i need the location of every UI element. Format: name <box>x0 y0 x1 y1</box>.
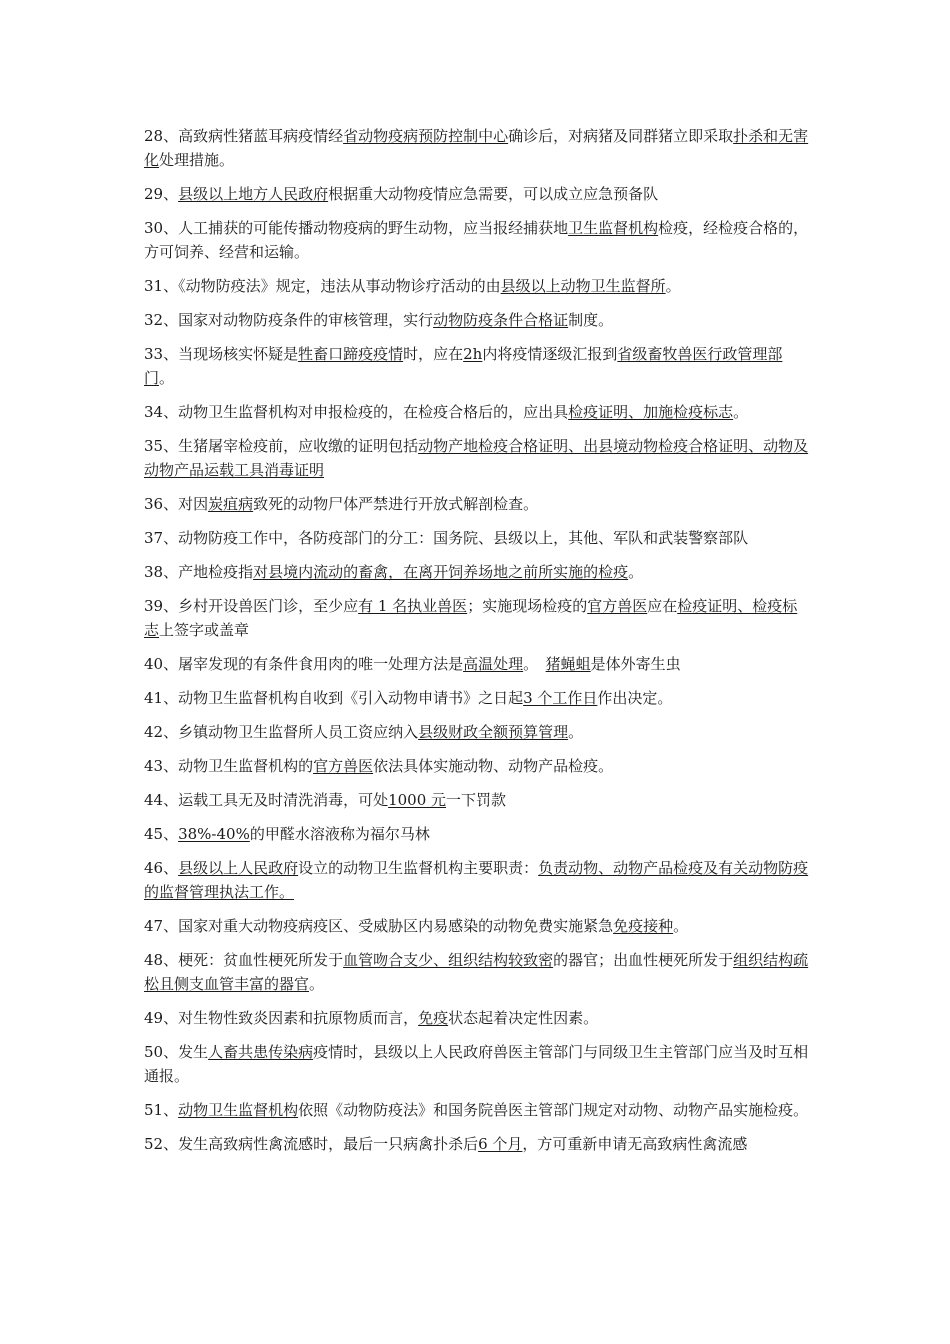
question-text: 设立的动物卫生监督机构主要职责： <box>298 859 539 877</box>
question-item <box>144 652 810 676</box>
question-item <box>144 492 810 516</box>
question-text: 46、 <box>144 859 179 877</box>
question-item <box>144 788 810 812</box>
answer-underlined-text: 官方兽医 <box>587 597 648 615</box>
answer-underlined-text: 动物产地检疫合格证明、出县境动物检疫合格证明、动物及动物产品运载工具消毒证明 <box>144 437 809 479</box>
answer-underlined-text: 对县境内流动的畜禽，在离开饲养场地之前所实施的检疫 <box>253 563 629 581</box>
question-text: 。 <box>673 917 689 935</box>
question-text: ，方可重新申请无高致病性禽流感 <box>522 1135 748 1153</box>
answer-underlined-text: 检疫证明、检疫标志 <box>144 597 798 639</box>
answer-underlined-text: 免疫 <box>418 1009 449 1027</box>
question-item <box>144 342 810 390</box>
answer-underlined-text: 县级财政全额预算管理 <box>418 723 569 741</box>
question-text: 处理措施。 <box>159 151 235 169</box>
answer-underlined-text: 38%-40% <box>178 825 250 843</box>
answer-underlined-text: 县级以上人民政府 <box>178 859 299 877</box>
question-text: 45、 <box>144 825 179 843</box>
question-text: 疫情时，县级以上人民政府兽医主管部门与同级卫生主管部门应当及时互相通报。 <box>144 1043 809 1085</box>
answer-underlined-text: 猪蝇蛆 <box>545 655 591 673</box>
question-text: 检疫，经检疫合格的，方可饲养、经营和运输。 <box>144 219 809 261</box>
answer-underlined-text: 高温处理 <box>463 655 524 673</box>
question-item <box>144 720 810 744</box>
question-text: 致死的动物尸体严禁进行开放式解剖检查。 <box>253 495 539 513</box>
question-text: 上签字或盖章 <box>159 621 250 639</box>
question-item <box>144 822 810 846</box>
question-text: 38、产地检疫指 <box>144 563 254 581</box>
question-item <box>144 526 810 550</box>
answer-underlined-text: 卫生监督机构 <box>568 219 659 237</box>
question-item <box>144 434 810 482</box>
question-item <box>144 914 810 938</box>
answer-underlined-text: 血管吻合支少、组织结构较致密 <box>343 951 554 969</box>
answer-underlined-text: 官方兽医 <box>313 757 374 775</box>
question-text: 43、动物卫生监督机构的 <box>144 757 314 775</box>
question-item <box>144 948 810 996</box>
question-item <box>144 1006 810 1030</box>
question-text: 33、当现场核实怀疑是 <box>144 345 299 363</box>
question-text: 内将疫情逐级汇报到 <box>482 345 618 363</box>
question-text: 一下罚款 <box>446 791 507 809</box>
answer-underlined-text: 3 个工作日 <box>523 689 598 707</box>
question-text: 52、发生高致病性禽流感时，最后一只病禽扑杀后 <box>144 1135 479 1153</box>
question-text: 应在 <box>647 597 678 615</box>
answer-underlined-text: 有 1 名执业兽医 <box>358 597 468 615</box>
answer-underlined-text: 县级以上地方人民政府 <box>178 185 329 203</box>
answer-underlined-text: 6 个月 <box>478 1135 523 1153</box>
question-text: 作出决定。 <box>597 689 673 707</box>
question-list <box>144 124 810 1156</box>
question-text: 根据重大动物疫情应急需要，可以成立应急预备队 <box>328 185 659 203</box>
answer-underlined-text: 组织结构疏松且侧支血管丰富的器官 <box>144 951 809 993</box>
question-text: 36、对因 <box>144 495 209 513</box>
question-item <box>144 182 810 206</box>
question-item <box>144 308 810 332</box>
question-text: 28、高致病性猪蓝耳病疫情经 <box>144 127 344 145</box>
question-text: 44、运载工具无及时清洗消毒，可处 <box>144 791 389 809</box>
question-text: 制度。 <box>568 311 614 329</box>
answer-underlined-text: 动物防疫条件合格证 <box>433 311 569 329</box>
question-text: 31、《动物防疫法》规定，违法从事动物诊疗活动的由 <box>144 277 501 295</box>
answer-underlined-text: 县级以上动物卫生监督所 <box>500 277 666 295</box>
question-item <box>144 594 810 642</box>
answer-underlined-text: 免疫接种 <box>613 917 674 935</box>
question-text: ；实施现场检疫的 <box>467 597 588 615</box>
question-item <box>144 1098 810 1122</box>
answer-underlined-text: 2h <box>463 345 483 363</box>
question-text: 39、乡村开设兽医门诊，至少应 <box>144 597 359 615</box>
answer-underlined-text: 动物卫生监督机构 <box>178 1101 299 1119</box>
question-text: 依照《动物防疫法》和国务院兽医主管部门规定对动物、动物产品实施检疫。 <box>298 1101 809 1119</box>
question-text: 状态起着决定性因素。 <box>448 1009 599 1027</box>
question-text: 37、动物防疫工作中，各防疫部门的分工：国务院、县级以上，其他、军队和武装警察部队 <box>144 529 749 547</box>
answer-underlined-text: 人畜共患传染病 <box>208 1043 314 1061</box>
answer-underlined-text: 牲畜口蹄疫疫情 <box>298 345 404 363</box>
question-item <box>144 124 810 172</box>
answer-underlined-text: 省动物疫病预防控制中心 <box>343 127 509 145</box>
answer-underlined-text: 扑杀和无害化 <box>144 127 809 169</box>
question-text: 29、 <box>144 185 179 203</box>
question-item <box>144 560 810 584</box>
question-text: 35、生猪屠宰检疫前，应收缴的证明包括 <box>144 437 419 455</box>
question-text: 40、屠宰发现的有条件食用肉的唯一处理方法是 <box>144 655 464 673</box>
question-text: 的器官；出血性梗死所发于 <box>553 951 734 969</box>
question-text: 34、动物卫生监督机构对申报检疫的，在检疫合格后的，应出具 <box>144 403 569 421</box>
answer-underlined-text: 省级畜牧兽医行政管理部门 <box>144 345 783 387</box>
question-text: 。 <box>733 403 749 421</box>
question-text: 32、国家对动物防疫条件的审核管理，实行 <box>144 311 434 329</box>
question-text: 47、国家对重大动物疫病疫区、受威胁区内易感染的动物免费实施紧急 <box>144 917 614 935</box>
answer-underlined-text: 检疫证明、加施检疫标志 <box>568 403 734 421</box>
question-item <box>144 1040 810 1088</box>
question-text: 的甲醛水溶液称为福尔马林 <box>249 825 430 843</box>
question-item <box>144 400 810 424</box>
question-text: 确诊后，对病猪及同群猪立即采取 <box>508 127 734 145</box>
question-text: 是体外寄生虫 <box>590 655 681 673</box>
question-text: 。 <box>159 369 175 387</box>
question-text: 50、发生 <box>144 1043 209 1061</box>
answer-underlined-text: 1000 元 <box>388 791 447 809</box>
question-item <box>144 754 810 778</box>
question-text: 。 <box>309 975 325 993</box>
question-item <box>144 1132 810 1156</box>
question-text: 42、乡镇动物卫生监督所人员工资应纳入 <box>144 723 419 741</box>
question-text: 。 <box>628 563 644 581</box>
question-text: 。 <box>665 277 681 295</box>
answer-underlined-text: 负责动物、动物产品检疫及有关动物防疫的监督管理执法工作。 <box>144 859 809 901</box>
question-text: 51、 <box>144 1101 179 1119</box>
question-item <box>144 274 810 298</box>
answer-underlined-text: 炭疽病 <box>208 495 254 513</box>
question-text: 。 <box>568 723 584 741</box>
question-text: 时，应在 <box>403 345 464 363</box>
question-text: 41、动物卫生监督机构自收到《引入动物申请书》之日起 <box>144 689 524 707</box>
question-item <box>144 686 810 710</box>
question-text: 49、对生物性致炎因素和抗原物质而言， <box>144 1009 419 1027</box>
question-text: 48、梗死：贫血性梗死所发于 <box>144 951 344 969</box>
question-item <box>144 216 810 264</box>
question-text: 30、人工捕获的可能传播动物疫病的野生动物，应当报经捕获地 <box>144 219 569 237</box>
question-text: 。 <box>523 655 546 673</box>
question-text: 依法具体实施动物、动物产品检疫。 <box>373 757 614 775</box>
question-item <box>144 856 810 904</box>
